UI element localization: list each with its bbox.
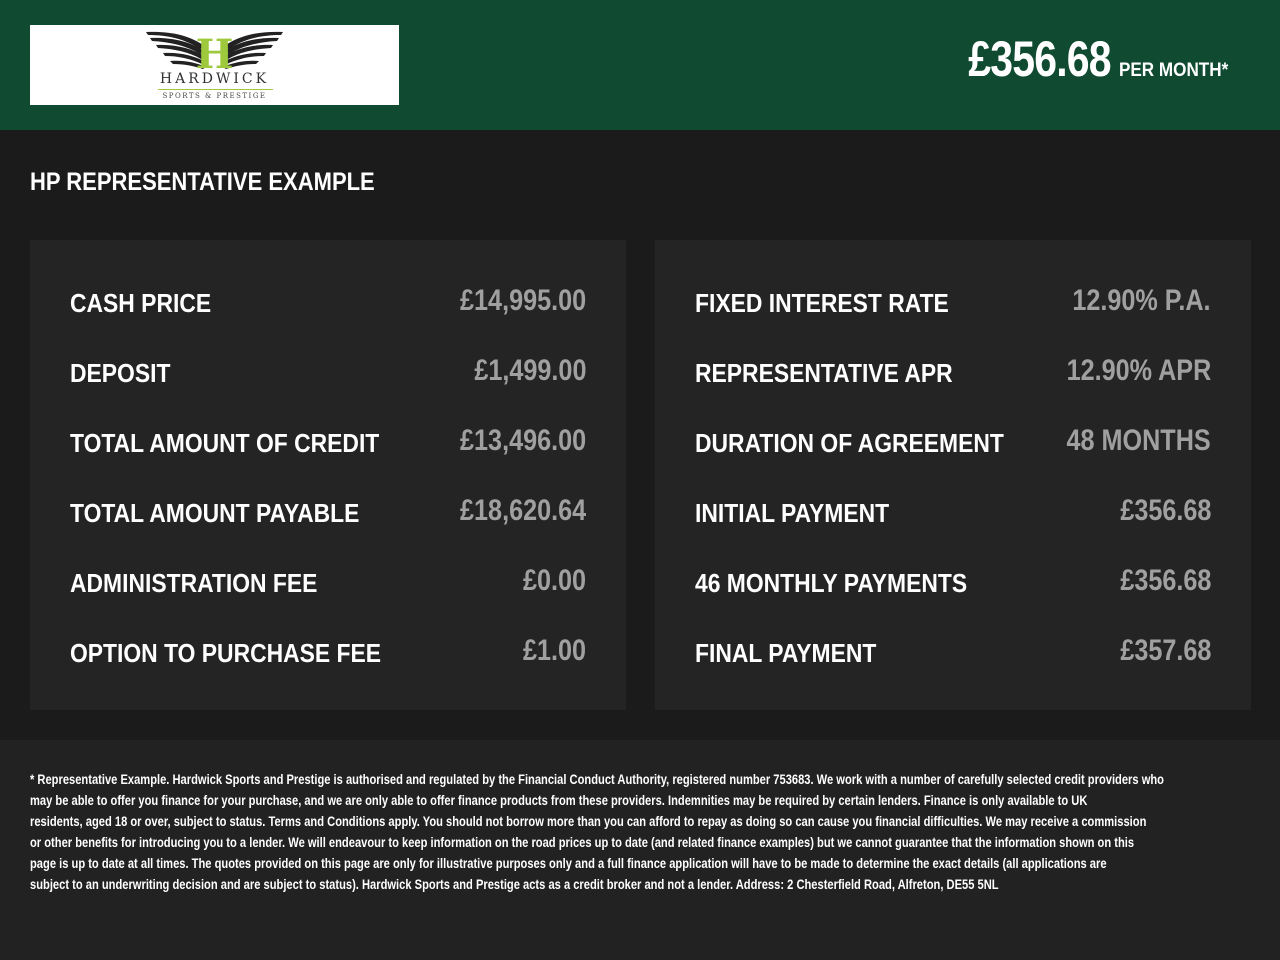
section-title: HP REPRESENTATIVE EXAMPLE [30, 168, 375, 196]
row-value: 12.90% P.A. [1072, 284, 1211, 317]
logo-divider [158, 89, 273, 90]
row-value: £13,496.00 [459, 424, 586, 457]
finance-row-apr [695, 310, 1211, 388]
header-bar [0, 0, 1280, 130]
row-label: TOTAL AMOUNT PAYABLE [70, 498, 360, 528]
row-label: DURATION OF AGREEMENT [695, 428, 1004, 458]
disclaimer-line: may be able to offer you finance for your purchase, and we are only able to offer finance products from these providers. Indemnities may be required by certain lenders. Finance is only available to UK [30, 793, 1088, 808]
row-value: £18,620.64 [459, 494, 586, 527]
row-label: OPTION TO PURCHASE FEE [70, 638, 382, 668]
disclaimer-line: * Representative Example. Hardwick Sports and Prestige is authorised and regulated by the Financial Conduct Authority, registered number 753683. We work with a number of carefully selected credit providers who [30, 772, 1164, 787]
disclaimer-section [0, 740, 1280, 960]
disclaimer-line: page is up to date at all times. The quotes provided on this page are only for illustrative purposes only and a full finance application will have to be made to determine the exact details (all applications are [30, 856, 1107, 871]
finance-row-initial-payment [695, 450, 1211, 528]
row-label: FINAL PAYMENT [695, 638, 877, 668]
finance-row-admin-fee [70, 520, 586, 598]
row-label: FIXED INTEREST RATE [695, 288, 949, 318]
logo-initial: H [195, 31, 234, 78]
finance-row-cash-price [70, 240, 586, 318]
finance-details-left-panel [30, 240, 626, 710]
disclaimer-line: residents, aged 18 or over, subject to status. Terms and Conditions apply. You should not borrow more than you can afford to repay as doing so can cause you financial difficulties. We may receive a commission [30, 814, 1147, 829]
row-label: REPRESENTATIVE APR [695, 358, 953, 388]
row-label: CASH PRICE [70, 288, 212, 318]
finance-row-total-payable [70, 450, 586, 528]
row-label: 46 MONTHLY PAYMENTS [695, 568, 968, 598]
monthly-price-display [937, 30, 1240, 100]
row-value: £1.00 [522, 634, 586, 667]
per-month-label: PER MONTH* [1118, 60, 1228, 81]
row-value: 12.90% APR [1066, 354, 1211, 387]
disclaimer-text [30, 769, 1164, 895]
finance-row-monthly-payments [695, 520, 1211, 598]
finance-row-total-credit [70, 380, 586, 458]
row-label: INITIAL PAYMENT [695, 498, 890, 528]
row-value: 48 MONTHS [1066, 424, 1211, 457]
disclaimer-line: or other benefits for introducing you to a lender. We will endeavour to keep information on the road prices up to date (and related finance examples) but we cannot guarantee that the information shown on this [30, 835, 1135, 850]
finance-row-final-payment [695, 590, 1211, 668]
row-value: £356.68 [1119, 494, 1211, 527]
row-label: TOTAL AMOUNT OF CREDIT [70, 428, 380, 458]
finance-row-deposit [70, 310, 586, 388]
row-value: £357.68 [1119, 634, 1211, 667]
dealer-logo[interactable] [30, 25, 399, 105]
row-value: £14,995.00 [459, 284, 586, 317]
row-value: £0.00 [522, 564, 586, 597]
disclaimer-line: subject to an underwriting decision and are subject to status). Hardwick Sports and Prestige acts as a credit broker and not a lender. Address: 2 Chesterfield Road, Alfreton, DE55 5NL [30, 877, 999, 892]
logo-tagline: SPORTS & PRESTIGE [162, 92, 267, 100]
finance-row-interest-rate [695, 240, 1211, 318]
row-label: DEPOSIT [70, 358, 171, 388]
finance-row-duration [695, 380, 1211, 458]
row-value: £1,499.00 [473, 354, 586, 387]
logo-name: HARDWICK [159, 71, 270, 87]
finance-row-option-fee [70, 590, 586, 668]
finance-details-right-panel [655, 240, 1251, 710]
row-value: £356.68 [1119, 564, 1211, 597]
row-label: ADMINISTRATION FEE [70, 568, 318, 598]
monthly-price: £356.68 [968, 31, 1111, 87]
